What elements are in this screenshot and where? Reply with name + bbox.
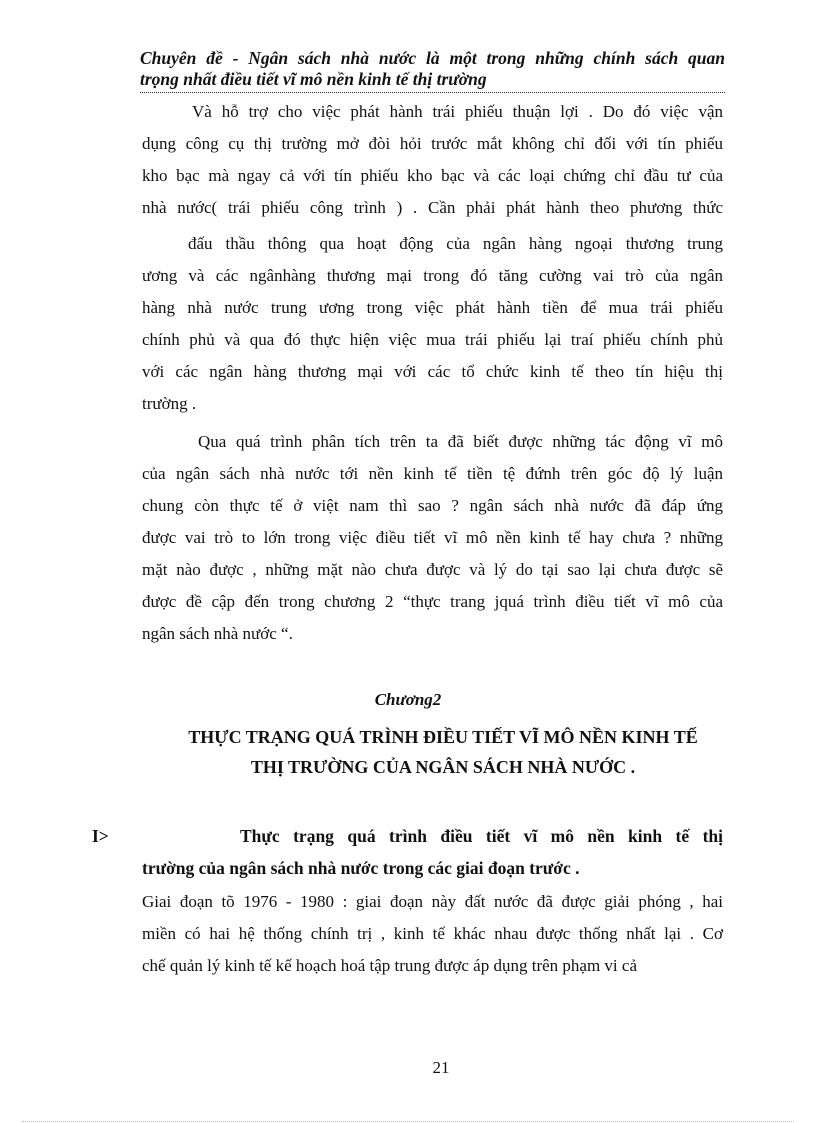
section-heading [142,820,723,884]
text-line: được vai trò to lớn trong việc điều tiết vĩ mô nền kinh tế hay chưa ? những [142,528,723,547]
paragraph-1 [142,96,723,224]
text-line: hàng nhà nước trung ương trong việc phát hành tiền để mua trái phiếu [142,298,723,317]
section-number: I> [92,826,109,846]
section-heading-line: trường của ngân sách nhà nước trong các giai đoạn trước . [142,858,580,878]
text-line: với các ngân hàng thương mại với các tổ chức kinh tế theo tín hiệu thị [142,362,723,381]
text-line: được đề cập đến trong chương 2 “thực trang jquá trình điều tiết vĩ mô của [142,592,723,611]
paragraph-3 [142,426,723,650]
page-number: 21 [432,1058,450,1077]
text-line: của ngân sách nhà nước tới nền kinh tế tiền tệ đứnh trên góc độ lý luận [142,464,723,483]
text-line: kho bạc mà ngay cả với tín phiếu kho bạc và các loại chứng chỉ đầu tư của [142,166,723,185]
chapter-title-line: THỊ TRƯỜNG CỦA NGÂN SÁCH NHÀ NƯỚC . [250,757,636,777]
header-line: trọng nhất điều tiết vĩ mô nền kinh tế thị trường [140,69,487,89]
text-line: dụng công cụ thị trường mở đòi hỏi trước mắt không chỉ đối với tín phiếu [142,134,723,153]
text-line: đấu thầu thông qua hoạt động của ngân hàng ngoại thương trung [188,234,723,253]
section-heading-line: Thực trạng quá trình điều tiết vĩ mô nền kinh tế thị [240,826,723,846]
text-line: nhà nước( trái phiếu công trình ) . Cần phải phát hành theo phương thức [142,198,723,217]
text-line: Qua quá trình phân tích trên ta đã biết được những tác động vĩ mô [198,432,723,451]
footer-divider [22,1121,794,1122]
text-line: miền có hai hệ thống chính trị , kinh tế khác nhau được thống nhất lại . Cơ [142,924,723,943]
text-line: chung còn thực tế ở việt nam thì sao ? ngân sách nhà nước đã đáp ứng [142,496,723,515]
paragraph-2 [142,228,723,420]
header-line: Chuyên đề - Ngân sách nhà nước là một trong những chính sách quan [140,48,725,68]
text-line: Và hỗ trợ cho việc phát hành trái phiếu thuận lợi . Do đó việc vận [192,102,723,121]
text-line: trường . [142,394,197,413]
text-line: ngân sách nhà nước “. [142,624,293,643]
chapter-label: Chương2 [374,690,442,709]
text-line: ương và các ngânhàng thương mại trong đó tăng cường vai trò của ngân [142,266,723,285]
paragraph-4 [142,886,723,982]
text-line: mặt nào được , những mặt nào chưa được và lý do tại sao lại chưa được sẽ [142,560,723,579]
chapter-title-line: THỰC TRẠNG QUÁ TRÌNH ĐIỀU TIẾT VĨ MÔ NỀN KINH TẾ [188,727,698,747]
chapter-title [0,722,816,782]
text-line: Giai đoạn tõ 1976 - 1980 : giai đoạn này đất nước đã được giải phóng , hai [142,892,723,911]
running-header [140,48,725,93]
text-line: chế quản lý kinh tế kế hoạch hoá tập trung được áp dụng trên phạm vi cả [142,956,637,975]
text-line: chính phủ và qua đó thực hiện việc mua trái phiếu lại traí phiếu chính phủ [142,330,723,349]
